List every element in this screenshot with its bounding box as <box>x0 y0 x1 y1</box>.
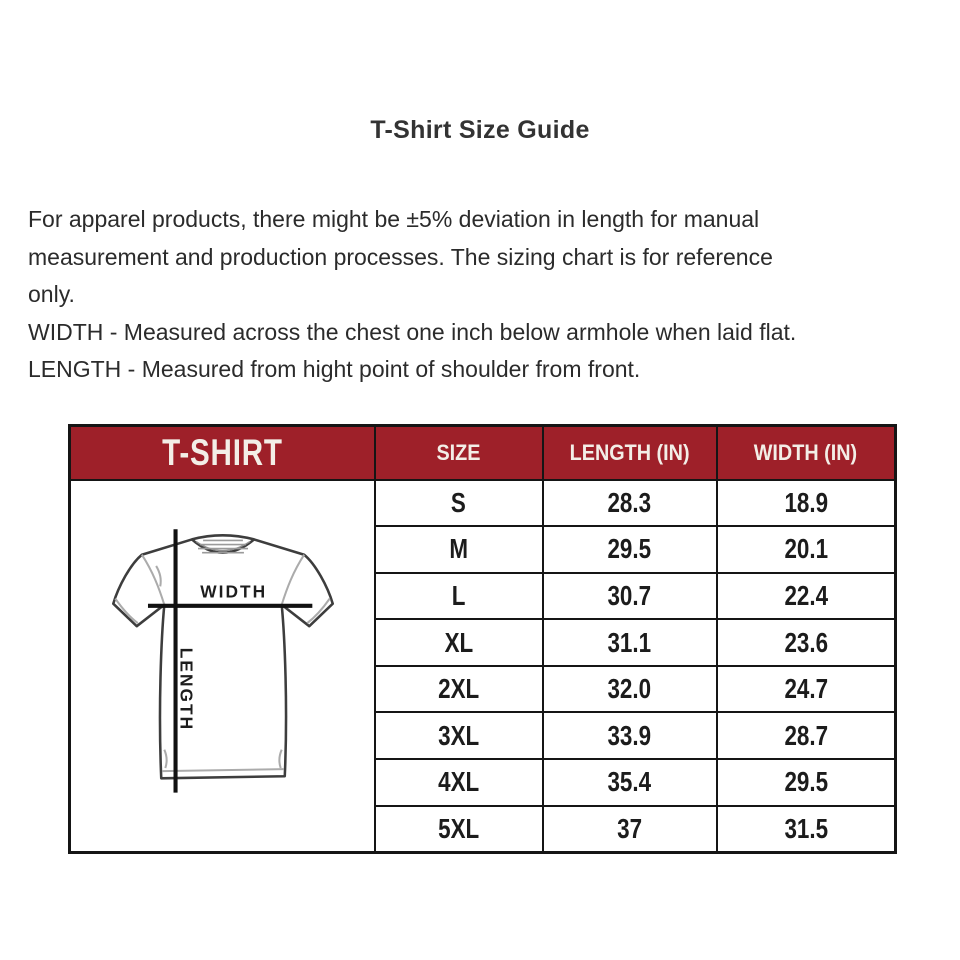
width-cell: 24.7 <box>717 666 896 713</box>
size-cell: XL <box>375 619 543 666</box>
width-definition: WIDTH - Measured across the chest one inch below armhole when laid flat. <box>28 318 797 345</box>
description-line: only. <box>28 281 75 307</box>
description-line: measurement and production processes. The sizing chart is for reference <box>28 243 773 270</box>
tshirt-outline <box>113 535 332 778</box>
tshirt-diagram <box>100 523 345 809</box>
width-label: WIDTH <box>199 581 268 602</box>
table-header-row <box>70 426 896 480</box>
width-cell: 18.9 <box>717 480 896 527</box>
length-cell: 33.9 <box>543 712 717 759</box>
width-cell: 20.1 <box>717 526 896 573</box>
length-label: LENGTH <box>176 647 197 731</box>
length-cell: 37 <box>543 806 717 853</box>
tshirt-diagram-cell <box>70 480 375 853</box>
length-cell: 29.5 <box>543 526 717 573</box>
length-cell: 32.0 <box>543 666 717 713</box>
width-cell: 31.5 <box>717 806 896 853</box>
length-cell: 31.1 <box>543 619 717 666</box>
brand-header-label: T-SHIRT <box>161 431 283 473</box>
length-cell: 35.4 <box>543 759 717 806</box>
size-guide-table-container <box>68 424 897 854</box>
column-header-size-label: SIZE <box>436 439 481 465</box>
page-title: T-Shirt Size Guide <box>370 116 590 144</box>
size-cell: 5XL <box>375 806 543 853</box>
size-cell: 2XL <box>375 666 543 713</box>
description-line: For apparel products, there might be ±5% deviation in length for manual <box>28 206 760 232</box>
width-cell: 28.7 <box>717 712 896 759</box>
table-row <box>70 480 896 527</box>
length-cell: 28.3 <box>543 480 717 527</box>
length-definition: LENGTH - Measured from hight point of shoulder from front. <box>28 356 641 382</box>
size-cell: S <box>375 480 543 527</box>
length-cell: 30.7 <box>543 573 717 620</box>
size-guide-table <box>68 424 897 854</box>
width-cell: 29.5 <box>717 759 896 806</box>
size-cell: 4XL <box>375 759 543 806</box>
width-cell: 22.4 <box>717 573 896 620</box>
column-header-length-label: LENGTH (IN) <box>569 439 690 465</box>
size-cell: M <box>375 526 543 573</box>
size-cell: L <box>375 573 543 620</box>
description-block <box>28 201 932 389</box>
column-header-length <box>543 426 717 480</box>
column-header-width <box>717 426 896 480</box>
brand-header-cell <box>70 426 375 480</box>
column-header-size <box>375 426 543 480</box>
column-header-width-label: WIDTH (IN) <box>754 439 858 465</box>
width-cell: 23.6 <box>717 619 896 666</box>
size-cell: 3XL <box>375 712 543 759</box>
